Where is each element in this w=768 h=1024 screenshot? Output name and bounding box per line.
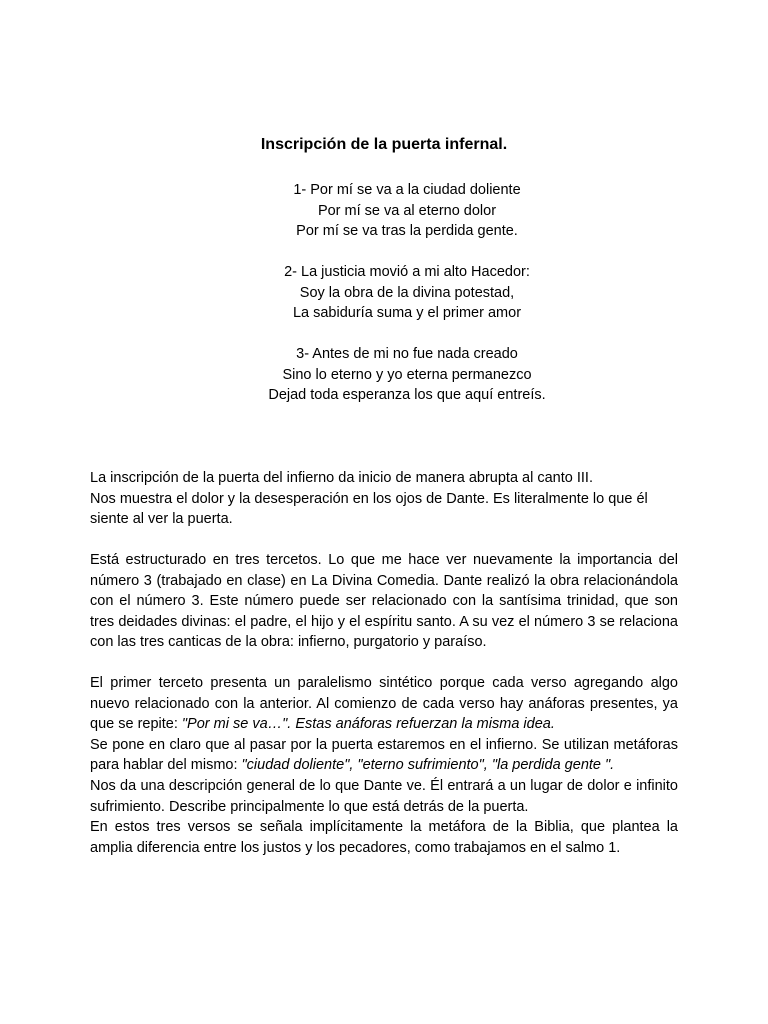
poem-line: Dejad toda esperanza los que aquí entreís.: [268, 387, 546, 404]
paragraph-introduction: [90, 468, 678, 530]
poem-line: 1- Por mí se va a la ciudad doliente: [293, 182, 521, 198]
poem-line: Por mí se va al eterno dolor: [317, 202, 497, 219]
analysis-closing: En estos tres versos se señala implícitamente la metáfora de la Biblia, que plantea la amplia diferencia entre los justos y los pecadores, como trabajamos en el salmo 1.: [90, 819, 678, 856]
paragraph-sentence: La inscripción de la puerta del infierno da inicio de manera abrupta al canto III.: [90, 470, 593, 486]
paragraph-text: Está estructurado en tres tercetos. Lo que me hace ver nuevamente la importancia del número 3 (trabajado en clase) en La Divina Comedia. Dante realizó la obra relacionándola con el número 3. Este número puede ser relacionado con la santísima trinidad, que son tres deidades divinas: el padre, el hijo y el espíritu santo. A su vez el número 3 se relaciona con las tres canticas de la obra: infierno, purgatorio y paraíso.: [90, 552, 678, 651]
poem-line: Sino lo eterno y yo eterna permanezco: [282, 366, 532, 383]
analysis-anaphora: [90, 673, 678, 735]
anaphora-text: El primer terceto presenta un paralelismo sintético porque cada verso agregando algo nuevo relacionado con la anterior. Al comienzo de cada verso hay anáforas presentes, ya que se repite:: [90, 675, 678, 733]
paragraph-analysis: [90, 673, 678, 858]
metaphor-end: .: [610, 757, 615, 774]
poem-stanza-3: [0, 344, 768, 406]
anaphora-quote: "Por mi se va…". Estas anáforas refuerzan la misma idea.: [181, 716, 555, 733]
paragraph-sentence: Nos muestra el dolor y la desesperación en los ojos de Dante. Es literalmente lo que él siente al ver la puerta.: [90, 490, 648, 528]
document-title: Inscripción de la puerta infernal.: [260, 136, 508, 153]
poem-line: La sabiduría suma y el primer amor: [292, 305, 522, 322]
poem-stanza-1: [0, 180, 768, 242]
analysis-metaphor: [90, 735, 678, 776]
metaphor-quote: "ciudad doliente", "eterno sufrimiento", "la perdida gente ": [241, 757, 611, 774]
poem-line: 3- Antes de mi no fue nada creado: [296, 346, 518, 362]
analysis-description: Nos da una descripción general de lo que Dante ve. Él entrará a un lugar de dolor e infinito sufrimiento. Describe principalmente lo que está detrás de la puerta.: [90, 777, 678, 815]
metaphor-text: Se pone en claro que al pasar por la puerta estaremos en el infierno. Se utilizan metáforas para hablar del mismo:: [90, 736, 678, 774]
poem-line: Soy la obra de la divina potestad,: [299, 284, 515, 301]
poem-stanza-2: [0, 262, 768, 324]
poem-line: 2- La justicia movió a mi alto Hacedor:: [284, 264, 530, 280]
paragraph-structure: [90, 550, 678, 653]
poem-line: Por mí se va tras la perdida gente.: [296, 223, 518, 240]
